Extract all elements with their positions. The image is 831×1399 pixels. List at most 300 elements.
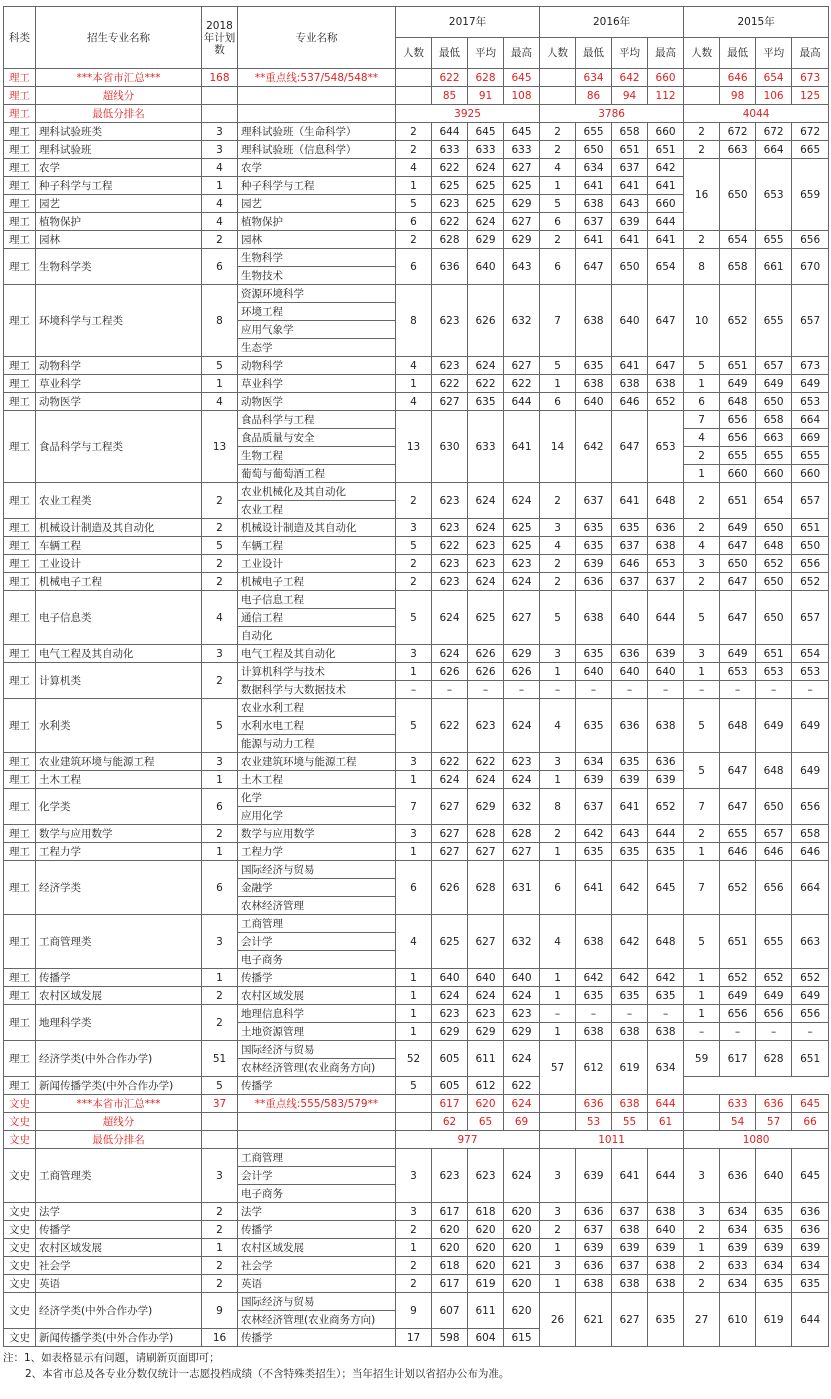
- score-count-2016: 1: [540, 663, 576, 681]
- score-count-2017: 5: [396, 1077, 432, 1095]
- score-max-2015: 649: [792, 699, 829, 753]
- score-min-2016: 655: [576, 123, 612, 141]
- score-min-2016: 647: [576, 249, 612, 285]
- plan-cell: 1: [202, 1239, 238, 1257]
- score-max-2016: 639: [648, 645, 684, 663]
- category-cell: 理工: [4, 231, 36, 249]
- score-min-2017: 622: [432, 537, 468, 555]
- table-row: [4, 1275, 829, 1293]
- score-min-2015: 649: [720, 645, 756, 663]
- score-count-2017: 6: [396, 213, 432, 231]
- program-name-cell: 工业设计: [36, 555, 202, 573]
- major-name-cell: 农业建筑环境与能源工程: [238, 753, 396, 771]
- program-name-cell: 农村区域发展: [36, 1239, 202, 1257]
- score-count-2016: –: [540, 1005, 576, 1023]
- score-count-2017: 3: [396, 1149, 432, 1203]
- score-max-2017: 627: [504, 159, 540, 177]
- score-min-2017: 640: [432, 969, 468, 987]
- major-name-cell: 资源环境科学: [238, 285, 396, 303]
- plan-cell: 1: [202, 771, 238, 789]
- score-avg-2016: 638: [612, 1095, 648, 1113]
- score-max-2016: 648: [648, 915, 684, 969]
- category-cell: 理工: [4, 411, 36, 483]
- score-min-2016: 641: [576, 861, 612, 915]
- major-name-cell: 园艺: [238, 195, 396, 213]
- score-min-2015: 651: [720, 915, 756, 969]
- score-max-2017: 644: [504, 393, 540, 411]
- score-avg-2015: 661: [756, 249, 792, 285]
- score-avg-2015: 648: [756, 537, 792, 555]
- score-count-2017: 3: [396, 645, 432, 663]
- major-name-cell: 农业水利工程: [238, 699, 396, 717]
- score-count-2015: 16: [684, 159, 720, 231]
- score-count-2017: 3: [396, 1203, 432, 1221]
- category-cell: 理工: [4, 123, 36, 141]
- score-count-2015: 1: [684, 375, 720, 393]
- header-count-2016: 人数: [540, 38, 576, 69]
- rank-2015: 4044: [684, 105, 829, 123]
- header-min-2015: 最低: [720, 38, 756, 69]
- category-cell: 理工: [4, 195, 36, 213]
- score-avg-2017: 620: [468, 1239, 504, 1257]
- score-min-2017: 625: [432, 915, 468, 969]
- score-count-2015: –: [684, 681, 720, 699]
- score-min-2017: 624: [432, 771, 468, 789]
- score-avg-2015: 655: [756, 285, 792, 357]
- major-name-cell: 数学与应用数学: [238, 825, 396, 843]
- score-avg-2016: 637: [612, 537, 648, 555]
- score-avg-2017: 623: [468, 537, 504, 555]
- table-row: [4, 285, 829, 303]
- score-max-2017: 108: [504, 87, 540, 105]
- major-name-cell: 化学: [238, 789, 396, 807]
- score-max-2015: –: [792, 1023, 829, 1041]
- score-max-2015: 651: [792, 519, 829, 537]
- score-avg-2016: 641: [612, 483, 648, 519]
- major-name-cell: 农业机械化及其自动化: [238, 483, 396, 501]
- score-count-2016: 4: [540, 915, 576, 969]
- score-min-2016: 637: [576, 213, 612, 231]
- header-min-2017: 最低: [432, 38, 468, 69]
- score-min-2016: 636: [576, 1257, 612, 1275]
- major-name-cell: 车辆工程: [238, 537, 396, 555]
- major-name-cell: 农村区域发展: [238, 987, 396, 1005]
- score-count-2017: 1: [396, 843, 432, 861]
- score-count-2017: [396, 1113, 432, 1131]
- score-count-2015: 2: [684, 573, 720, 591]
- score-count-2016: 1: [540, 1239, 576, 1257]
- score-count-2015: 7: [684, 789, 720, 825]
- category-cell: 理工: [4, 537, 36, 555]
- score-min-2017: 626: [432, 861, 468, 915]
- score-avg-2015: 635: [756, 1275, 792, 1293]
- table-row: [4, 969, 829, 987]
- score-count-2015: 3: [684, 555, 720, 573]
- plan-cell: 2: [202, 519, 238, 537]
- score-max-2017: 627: [504, 591, 540, 645]
- score-max-2016: 638: [648, 1023, 684, 1041]
- header-year-2015: 2015年: [684, 7, 829, 38]
- plan-cell: 6: [202, 249, 238, 285]
- score-min-2017: 598: [432, 1329, 468, 1347]
- major-name-cell: 葡萄与葡萄酒工程: [238, 465, 396, 483]
- score-avg-2017: –: [468, 681, 504, 699]
- score-count-2017: 2: [396, 1221, 432, 1239]
- plan-cell: [202, 87, 238, 105]
- header-count-2015: 人数: [684, 38, 720, 69]
- table-row: [4, 861, 829, 879]
- score-min-2015: 656: [720, 411, 756, 429]
- score-count-2016: 2: [540, 483, 576, 519]
- score-min-2017: 623: [432, 285, 468, 357]
- table-notes: [3, 1350, 828, 1382]
- major-name-cell: 应用气象学: [238, 321, 396, 339]
- plan-cell: 37: [202, 1095, 238, 1113]
- score-max-2017: 623: [504, 1005, 540, 1023]
- category-cell: 理工: [4, 1005, 36, 1041]
- category-cell: 理工: [4, 1041, 36, 1077]
- major-name-cell: 传播学: [238, 1077, 396, 1095]
- score-count-2017: 17: [396, 1329, 432, 1347]
- score-max-2017: 624: [504, 573, 540, 591]
- major-name-cell: 工商管理: [238, 915, 396, 933]
- score-max-2017: –: [504, 681, 540, 699]
- score-count-2015: [684, 1095, 720, 1113]
- score-max-2016: 635: [648, 843, 684, 861]
- score-count-2015: 1: [684, 1005, 720, 1023]
- score-max-2016: 637: [648, 573, 684, 591]
- summary-label: 最低分排名: [36, 105, 202, 123]
- score-count-2017: 13: [396, 411, 432, 483]
- score-avg-2015: 653: [756, 663, 792, 681]
- score-avg-2016: 94: [612, 87, 648, 105]
- score-count-2015: [684, 1113, 720, 1131]
- program-name-cell: 工商管理类: [36, 915, 202, 969]
- score-max-2017: 622: [504, 1077, 540, 1095]
- program-name-cell: 农学: [36, 159, 202, 177]
- score-min-2017: 627: [432, 789, 468, 825]
- program-name-cell: 水利类: [36, 699, 202, 753]
- score-max-2017: 627: [504, 357, 540, 375]
- score-count-2017: 9: [396, 1293, 432, 1329]
- score-avg-2016: 638: [612, 375, 648, 393]
- score-count-2015: 5: [684, 591, 720, 645]
- score-avg-2016: 635: [612, 753, 648, 771]
- score-count-2017: 1: [396, 987, 432, 1005]
- score-min-2016: 640: [576, 393, 612, 411]
- score-max-2015: 636: [792, 1221, 829, 1239]
- score-avg-2016: 641: [612, 177, 648, 195]
- score-avg-2016: 658: [612, 123, 648, 141]
- major-name-cell: 生物工程: [238, 447, 396, 465]
- score-avg-2015: 651: [756, 645, 792, 663]
- score-max-2015: 669: [792, 429, 829, 447]
- major-name-cell: 国际经济与贸易: [238, 1041, 396, 1059]
- score-max-2016: –: [648, 681, 684, 699]
- score-min-2017: 62: [432, 1113, 468, 1131]
- score-count-2015: 5: [684, 753, 720, 789]
- score-avg-2017: 628: [468, 825, 504, 843]
- summary-row: [4, 69, 829, 87]
- score-max-2015: 66: [792, 1113, 829, 1131]
- score-min-2016: 635: [576, 357, 612, 375]
- score-min-2017: 623: [432, 1005, 468, 1023]
- program-name-cell: 计算机类: [36, 663, 202, 699]
- score-count-2016: [540, 69, 576, 87]
- plan-cell: 3: [202, 915, 238, 969]
- score-count-2015: 2: [684, 231, 720, 249]
- score-min-2016: –: [576, 1005, 612, 1023]
- plan-cell: 51: [202, 1041, 238, 1077]
- score-count-2016: 1: [540, 1275, 576, 1293]
- score-min-2017: 620: [432, 1221, 468, 1239]
- score-min-2016: 650: [576, 141, 612, 159]
- score-min-2016: 612: [576, 1041, 612, 1095]
- score-max-2017: 629: [504, 1023, 540, 1041]
- score-avg-2015: 653: [756, 159, 792, 231]
- score-min-2017: 627: [432, 843, 468, 861]
- score-avg-2015: 656: [756, 1005, 792, 1023]
- score-avg-2015: 636: [756, 1095, 792, 1113]
- score-min-2015: 653: [720, 663, 756, 681]
- category-cell: 文史: [4, 1275, 36, 1293]
- score-max-2016: 653: [648, 411, 684, 483]
- major-name-cell: 种子科学与工程: [238, 177, 396, 195]
- program-name-cell: 车辆工程: [36, 537, 202, 555]
- score-count-2016: 2: [540, 1221, 576, 1239]
- header-category: 科类: [4, 7, 36, 69]
- score-min-2016: 635: [576, 645, 612, 663]
- score-count-2015: 1: [684, 987, 720, 1005]
- program-name-cell: 土木工程: [36, 771, 202, 789]
- score-count-2016: 3: [540, 753, 576, 771]
- score-min-2017: 85: [432, 87, 468, 105]
- score-max-2016: 652: [648, 393, 684, 411]
- score-min-2017: 623: [432, 519, 468, 537]
- table-row: [4, 915, 829, 933]
- score-count-2015: [684, 87, 720, 105]
- plan-cell: 1: [202, 375, 238, 393]
- major-name-cell: 机械设计制造及其自动化: [238, 519, 396, 537]
- category-cell: 理工: [4, 141, 36, 159]
- major-name-cell: 国际经济与贸易: [238, 1293, 396, 1311]
- major-name-cell: 农村区域发展: [238, 1239, 396, 1257]
- score-count-2017: 2: [396, 483, 432, 519]
- category-cell: 文史: [4, 1113, 36, 1131]
- score-max-2016: 636: [648, 753, 684, 771]
- score-max-2015: 656: [792, 231, 829, 249]
- score-avg-2015: 650: [756, 519, 792, 537]
- score-max-2017: 632: [504, 285, 540, 357]
- plan-cell: 3: [202, 753, 238, 771]
- score-count-2015: 5: [684, 357, 720, 375]
- score-avg-2017: 624: [468, 159, 504, 177]
- score-count-2015: 2: [684, 123, 720, 141]
- score-count-2016: 3: [540, 1149, 576, 1203]
- score-avg-2016: 55: [612, 1113, 648, 1131]
- score-count-2016: 2: [540, 555, 576, 573]
- program-name-cell: 社会学: [36, 1257, 202, 1275]
- score-avg-2016: 643: [612, 195, 648, 213]
- score-count-2017: 2: [396, 123, 432, 141]
- score-max-2017: 621: [504, 1257, 540, 1275]
- score-avg-2017: 628: [468, 69, 504, 87]
- category-cell: 理工: [4, 519, 36, 537]
- score-count-2016: 1: [540, 375, 576, 393]
- major-name-cell: 电子商务: [238, 1185, 396, 1203]
- score-min-2017: 622: [432, 753, 468, 771]
- score-avg-2017: 624: [468, 987, 504, 1005]
- score-count-2016: 26: [540, 1293, 576, 1347]
- score-min-2016: 637: [576, 1221, 612, 1239]
- header-avg-2017: 平均: [468, 38, 504, 69]
- score-max-2016: 641: [648, 177, 684, 195]
- major-name-cell: 计算机科学与技术: [238, 663, 396, 681]
- score-avg-2017: 624: [468, 483, 504, 519]
- score-avg-2017: 645: [468, 123, 504, 141]
- score-avg-2015: 655: [756, 915, 792, 969]
- score-avg-2017: 624: [468, 771, 504, 789]
- score-min-2017: 622: [432, 375, 468, 393]
- score-max-2015: 636: [792, 1203, 829, 1221]
- plan-cell: 4: [202, 195, 238, 213]
- score-avg-2017: 624: [468, 519, 504, 537]
- score-max-2015: 660: [792, 465, 829, 483]
- score-avg-2015: 655: [756, 447, 792, 465]
- score-count-2017: 5: [396, 591, 432, 645]
- plan-cell: 2: [202, 1257, 238, 1275]
- score-avg-2015: 639: [756, 1239, 792, 1257]
- score-avg-2017: 626: [468, 663, 504, 681]
- score-count-2017: 1: [396, 1239, 432, 1257]
- table-row: [4, 123, 829, 141]
- score-avg-2017: 640: [468, 969, 504, 987]
- score-max-2015: 657: [792, 285, 829, 357]
- category-cell: 理工: [4, 789, 36, 825]
- program-name-cell: 食品科学与工程类: [36, 411, 202, 483]
- program-name-cell: 电子信息类: [36, 591, 202, 645]
- score-count-2017: 7: [396, 789, 432, 825]
- score-avg-2015: 652: [756, 969, 792, 987]
- score-count-2017: 1: [396, 1023, 432, 1041]
- score-max-2017: 624: [504, 699, 540, 753]
- score-max-2016: 644: [648, 213, 684, 231]
- program-name-cell: 种子科学与工程: [36, 177, 202, 195]
- score-max-2017: 641: [504, 411, 540, 483]
- score-count-2017: 2: [396, 231, 432, 249]
- score-max-2016: 638: [648, 1257, 684, 1275]
- plan-cell: 16: [202, 1329, 238, 1347]
- major-name-cell: 传播学: [238, 1329, 396, 1347]
- score-min-2015: –: [720, 681, 756, 699]
- score-count-2017: 3: [396, 519, 432, 537]
- major-name-cell: 动物科学: [238, 357, 396, 375]
- score-count-2016: 6: [540, 861, 576, 915]
- score-avg-2016: 636: [612, 645, 648, 663]
- score-avg-2015: 657: [756, 825, 792, 843]
- score-max-2017: 645: [504, 69, 540, 87]
- score-min-2015: 54: [720, 1113, 756, 1131]
- score-max-2015: 659: [792, 159, 829, 231]
- score-count-2016: 2: [540, 573, 576, 591]
- program-name-cell: 传播学: [36, 969, 202, 987]
- score-avg-2017: 627: [468, 915, 504, 969]
- table-row: [4, 987, 829, 1005]
- score-min-2017: 607: [432, 1293, 468, 1329]
- score-avg-2015: 650: [756, 789, 792, 825]
- category-cell: 理工: [4, 843, 36, 861]
- score-count-2016: 5: [540, 591, 576, 645]
- summary-row: [4, 1095, 829, 1113]
- score-min-2015: 648: [720, 699, 756, 753]
- score-count-2015: 2: [684, 141, 720, 159]
- major-name-cell: 农林经济管理: [238, 897, 396, 915]
- score-avg-2017: 604: [468, 1329, 504, 1347]
- score-min-2017: 622: [432, 699, 468, 753]
- score-avg-2017: 611: [468, 1041, 504, 1077]
- category-cell: 理工: [4, 375, 36, 393]
- header-avg-2016: 平均: [612, 38, 648, 69]
- rank-row: [4, 1131, 829, 1149]
- category-cell: 文史: [4, 1131, 36, 1149]
- score-min-2015: –: [720, 1023, 756, 1041]
- major-name-cell: 电子信息工程: [238, 591, 396, 609]
- score-avg-2016: 635: [612, 987, 648, 1005]
- score-min-2016: 634: [576, 753, 612, 771]
- score-avg-2015: 654: [756, 69, 792, 87]
- score-min-2015: 646: [720, 843, 756, 861]
- score-max-2016: 634: [648, 1041, 684, 1095]
- score-max-2017: 622: [504, 375, 540, 393]
- score-max-2015: 646: [792, 843, 829, 861]
- score-avg-2016: –: [612, 1005, 648, 1023]
- score-min-2017: 624: [432, 645, 468, 663]
- score-max-2017: 624: [504, 1095, 540, 1113]
- score-avg-2017: 625: [468, 591, 504, 645]
- score-min-2017: 626: [432, 663, 468, 681]
- major-name-cell: 电气工程及其自动化: [238, 645, 396, 663]
- score-max-2016: 639: [648, 771, 684, 789]
- score-avg-2017: 620: [468, 1221, 504, 1239]
- program-name-cell: 经济学类(中外合作办学): [36, 1293, 202, 1329]
- score-avg-2015: 628: [756, 1041, 792, 1077]
- category-cell: 理工: [4, 987, 36, 1005]
- score-count-2017: 52: [396, 1041, 432, 1077]
- major-name-cell: 环境工程: [238, 303, 396, 321]
- score-max-2015: 644: [792, 1293, 829, 1347]
- score-count-2016: 2: [540, 825, 576, 843]
- score-count-2017: 1: [396, 969, 432, 987]
- score-max-2015: 664: [792, 411, 829, 429]
- score-avg-2015: 106: [756, 87, 792, 105]
- score-min-2015: 649: [720, 375, 756, 393]
- score-max-2016: 638: [648, 375, 684, 393]
- score-count-2017: [396, 87, 432, 105]
- category-cell: 理工: [4, 483, 36, 519]
- plan-cell: [202, 1113, 238, 1131]
- major-cell: [238, 87, 396, 105]
- score-min-2016: 53: [576, 1113, 612, 1131]
- score-count-2017: 4: [396, 915, 432, 969]
- score-avg-2017: 624: [468, 357, 504, 375]
- score-max-2016: 635: [648, 1293, 684, 1347]
- score-min-2015: 651: [720, 483, 756, 519]
- score-count-2016: 3: [540, 1203, 576, 1221]
- score-max-2017: 623: [504, 555, 540, 573]
- score-min-2016: 639: [576, 555, 612, 573]
- major-name-cell: 农林经济管理(农业商务方向): [238, 1059, 396, 1077]
- major-name-cell: 农林经济管理(农业商务方向): [238, 1311, 396, 1329]
